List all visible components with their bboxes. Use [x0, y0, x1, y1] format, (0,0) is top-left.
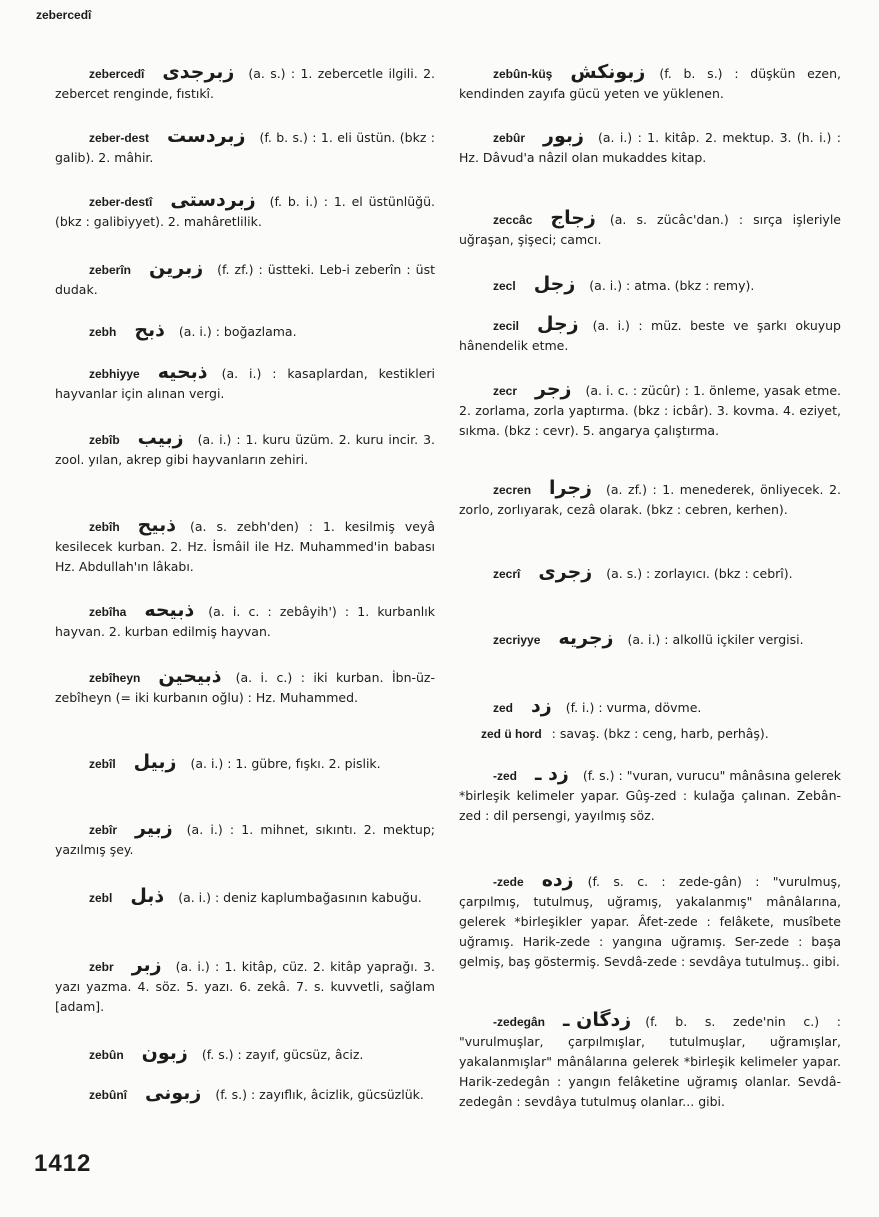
entry-arabic: زبير — [135, 817, 173, 839]
entry-definition: (a. i. c. : zebâyih') : 1. kurbanlık hayvan. 2. kurban edilmiş hayvan. — [55, 604, 435, 639]
dictionary-entry — [459, 478, 841, 520]
entry-headword: zecriyye — [493, 633, 541, 647]
dictionary-entry — [459, 870, 841, 972]
entry-arabic: ذبحيه — [157, 361, 208, 383]
entry-arabic: زبرجدى — [162, 61, 235, 83]
running-head: zebercedî — [36, 8, 92, 22]
entry-arabic: زبونى — [145, 1082, 202, 1104]
entry-definition: (a. zf.) : 1. menederek, önliyecek. 2. zorlo, zorlıyarak, cezâ olarak. (bkz : cebren, kerhen). — [459, 482, 841, 517]
entry-definition: (a. i.) : kasaplardan, kestikleri hayvanlar için alınan vergi. — [55, 366, 435, 401]
entry-headword: zeber-destî — [89, 195, 153, 209]
entry-arabic: زبردست — [167, 125, 246, 147]
entry-headword: zebercedî — [89, 67, 145, 81]
entry-arabic: زد — [531, 695, 552, 717]
entry-headword: zed — [493, 701, 514, 715]
entry-arabic: زده — [541, 869, 574, 891]
entry-arabic: زجر — [535, 378, 572, 400]
entry-arabic: زبون — [141, 1042, 188, 1064]
entry-headword: zebîha — [89, 605, 127, 619]
dictionary-entry — [55, 955, 435, 1017]
entry-definition: (a. i. c.) : iki kurban. İbn-üz-zebîheyn (= iki kurbanın oğlu) : Hz. Muhammed. — [55, 670, 435, 705]
entry-arabic: زجاج — [550, 207, 596, 229]
dictionary-entry — [459, 764, 841, 826]
dictionary-entry — [55, 666, 435, 708]
entry-headword: zebîl — [89, 757, 116, 771]
entry-arabic: زد ـ — [535, 763, 569, 785]
entry-arabic: زدگان ـ — [563, 1009, 632, 1031]
entry-definition: (a. i.) : 1. kitâp, cüz. 2. kitâp yaprağı. 3. yazı yazma. 4. söz. 5. yazı. 6. zekâ. 7. s. kuvvetli, sağlam [adam]. — [55, 959, 435, 1014]
dictionary-entry — [55, 752, 435, 774]
entry-headword: zecrî — [493, 567, 521, 581]
entry-definition: (a. i.) : atma. (bkz : remy). — [589, 278, 755, 293]
entry-headword: zebr — [89, 960, 114, 974]
entry-arabic: ذبح — [134, 319, 165, 341]
entry-headword: zeber-dest — [89, 131, 150, 145]
entry-definition: (f. s.) : zayıf, gücsüz, âciz. — [201, 1047, 364, 1062]
entry-definition: (a. i.) : 1. mihnet, sıkıntı. 2. mektup; yazılmış şey. — [55, 822, 435, 857]
entry-headword: zeccâc — [493, 213, 533, 227]
dictionary-entry — [55, 1043, 435, 1065]
entry-definition: (f. b. s.) : 1. eli üstün. (bkz : galib). 2. mâhir. — [55, 130, 435, 165]
entry-definition: (f. b. s. zede'nin c.) : "vurulmuşlar, çarpılmışlar, tutulmuşlar, uğramışlar, yakalanmışlar" mânâlarına gelerek *birleşik kelimeler yapar. Harik-zedegân : yangın felâketine uğramış olanlar. Sevdâ-zedegân : sevdâya tutulmuş olanlar... gibi. — [459, 1014, 841, 1109]
entry-definition: (a. i.) : 1. kuru üzüm. 2. kuru incir. 3. zool. yılan, akrep gibi hayvanların zehiri. — [55, 432, 435, 467]
entry-definition: (f. s.) : zayıflık, âcizlik, gücsüzlük. — [215, 1087, 424, 1102]
entry-headword: zebh — [89, 325, 117, 339]
dictionary-entry — [55, 320, 435, 342]
entry-arabic: زبرين — [149, 257, 204, 279]
entry-headword: zebhiyye — [89, 367, 140, 381]
entry-headword: zecren — [493, 483, 532, 497]
entry-definition: (a. i.) : boğazlama. — [178, 324, 297, 339]
entry-arabic: ذبيحه — [144, 599, 195, 621]
dictionary-entry — [459, 562, 841, 584]
entry-arabic: زبور — [543, 125, 584, 147]
entry-headword: zecil — [493, 319, 520, 333]
dictionary-entry — [55, 886, 435, 908]
entry-definition: (a. i.) : alkollü içkiler vergisi. — [627, 632, 804, 647]
entry-headword: zecr — [493, 384, 518, 398]
entry-arabic: زجرى — [538, 561, 593, 583]
entry-arabic: زجرا — [549, 477, 592, 499]
entry-definition: (a. s.) : 1. zebercetle ilgili. 2. zebercet renginde, fıstıkî. — [55, 66, 435, 101]
entry-headword: -zed — [493, 769, 517, 783]
entry-definition: (a. s. zebh'den) : 1. kesilmiş veyâ kesilecek kurban. 2. Hz. İsmâil ile Hz. Muhammed'in babası Hz. Abdullah'ın lâkabı. — [55, 519, 435, 574]
entry-headword: zebîb — [89, 433, 120, 447]
entry-headword: zebîh — [89, 520, 120, 534]
dictionary-entry — [55, 818, 435, 860]
entry-arabic: زبر — [131, 954, 162, 976]
entry-headword: zecl — [493, 279, 516, 293]
entry-arabic: زجل — [537, 313, 579, 335]
entry-definition: : savaş. (bkz : ceng, harb, perhâş). — [551, 726, 769, 741]
dictionary-entry — [55, 62, 435, 104]
dictionary-entry — [55, 362, 435, 404]
dictionary-entry — [459, 1010, 841, 1112]
entry-headword: zebûn-küş — [493, 67, 553, 81]
dictionary-entry — [459, 696, 841, 718]
dictionary-entry — [55, 1083, 435, 1105]
dictionary-entry — [55, 428, 435, 470]
entry-arabic: ذبيحين — [158, 665, 222, 687]
entry-definition: (f. s. c. : zede-gân) : "vurulmuş, çarpılmış, tutulmuş, uğramış, yakalanmış" mânâlarına, gelerek *birleşikler yapar. Âfet-zede : felâkete, musîbete uğramış. Harik-zede : yangına uğramış. Ser-zede : başa gelmiş, baş göstermiş. Sevdâ-zede : sevdâya tutulmuş.. gibi. — [459, 874, 841, 969]
entry-headword: zebîr — [89, 823, 118, 837]
entry-definition: (a. i.) : müz. beste ve şarkı okuyup hânendelik etme. — [459, 318, 841, 353]
entry-headword: zebûnî — [89, 1088, 127, 1102]
entry-arabic: زبيل — [133, 751, 177, 773]
entry-definition: (a. i. c. : zücûr) : 1. önleme, yasak etme. 2. zorlama, zorla yaptırma. (bkz : icbâr). 3. kovma. 4. eziyet, sıkma. (bkz : cevr). 5. angarya çalıştırma. — [459, 383, 841, 438]
entry-arabic: زبيب — [137, 427, 184, 449]
entry-arabic: زجريه — [558, 627, 614, 649]
entry-definition: (a. s. zücâc'dan.) : sırça işleriyle uğraşan, şişeci; camcı. — [459, 212, 841, 247]
entry-definition: (f. s.) : "vuran, vurucu" mânâsına gelerek *birleşik kelimeler yapar. Gûş-zed : kulağa çalınan. Zebân-zed : dil persengi, yayılmış söz. — [459, 768, 841, 823]
dictionary-entry — [55, 515, 435, 577]
dictionary-entry — [55, 600, 435, 642]
entry-arabic: زبونكش — [570, 61, 646, 83]
dictionary-entry — [55, 258, 435, 300]
dictionary-entry — [459, 379, 841, 441]
dictionary-entry — [459, 724, 841, 744]
dictionary-entry — [459, 126, 841, 168]
page-number: 1412 — [34, 1150, 92, 1177]
entry-headword: -zede — [493, 875, 524, 889]
entry-definition: (f. b. s.) : düşkün ezen, kendinden zayıfa gücü yeten ve yüklenen. — [459, 66, 841, 101]
dictionary-entry — [459, 314, 841, 356]
entry-definition: (a. i.) : 1. gübre, fışkı. 2. pislik. — [190, 756, 381, 771]
dictionary-entry — [459, 628, 841, 650]
entry-definition: (f. zf.) : üstteki. Leb-i zeberîn : üst dudak. — [55, 262, 435, 297]
entry-headword: zeberîn — [89, 263, 132, 277]
dictionary-entry — [459, 274, 841, 296]
entry-definition: (f. b. i.) : 1. el üstünlüğü. (bkz : galibiyyet). 2. mahâretlilik. — [55, 194, 435, 229]
dictionary-entry — [459, 208, 841, 250]
entry-headword: zebûr — [493, 131, 526, 145]
entry-definition: (a. i.) : 1. kitâp. 2. mektup. 3. (h. i.) : Hz. Dâvud'a nâzil olan mukaddes kitap. — [459, 130, 841, 165]
entry-headword: zebîheyn — [89, 671, 141, 685]
entry-arabic: زجل — [533, 273, 576, 295]
entry-definition: (a. s.) : zorlayıcı. (bkz : cebrî). — [606, 566, 793, 581]
entry-headword: zebûn — [89, 1048, 124, 1062]
entry-headword: -zedegân — [493, 1015, 546, 1029]
dictionary-entry — [459, 62, 841, 104]
entry-definition: (f. i.) : vurma, dövme. — [565, 700, 702, 715]
entry-arabic: ذبيح — [137, 514, 177, 536]
dictionary-entry — [55, 126, 435, 168]
entry-definition: (a. i.) : deniz kaplumbağasının kabuğu. — [178, 890, 422, 905]
entry-arabic: زبردستى — [170, 189, 256, 211]
dictionary-entry — [55, 190, 435, 232]
entry-headword: zebl — [89, 891, 113, 905]
entry-arabic: ذبل — [130, 885, 165, 907]
entry-headword: zed ü hord — [481, 727, 542, 741]
